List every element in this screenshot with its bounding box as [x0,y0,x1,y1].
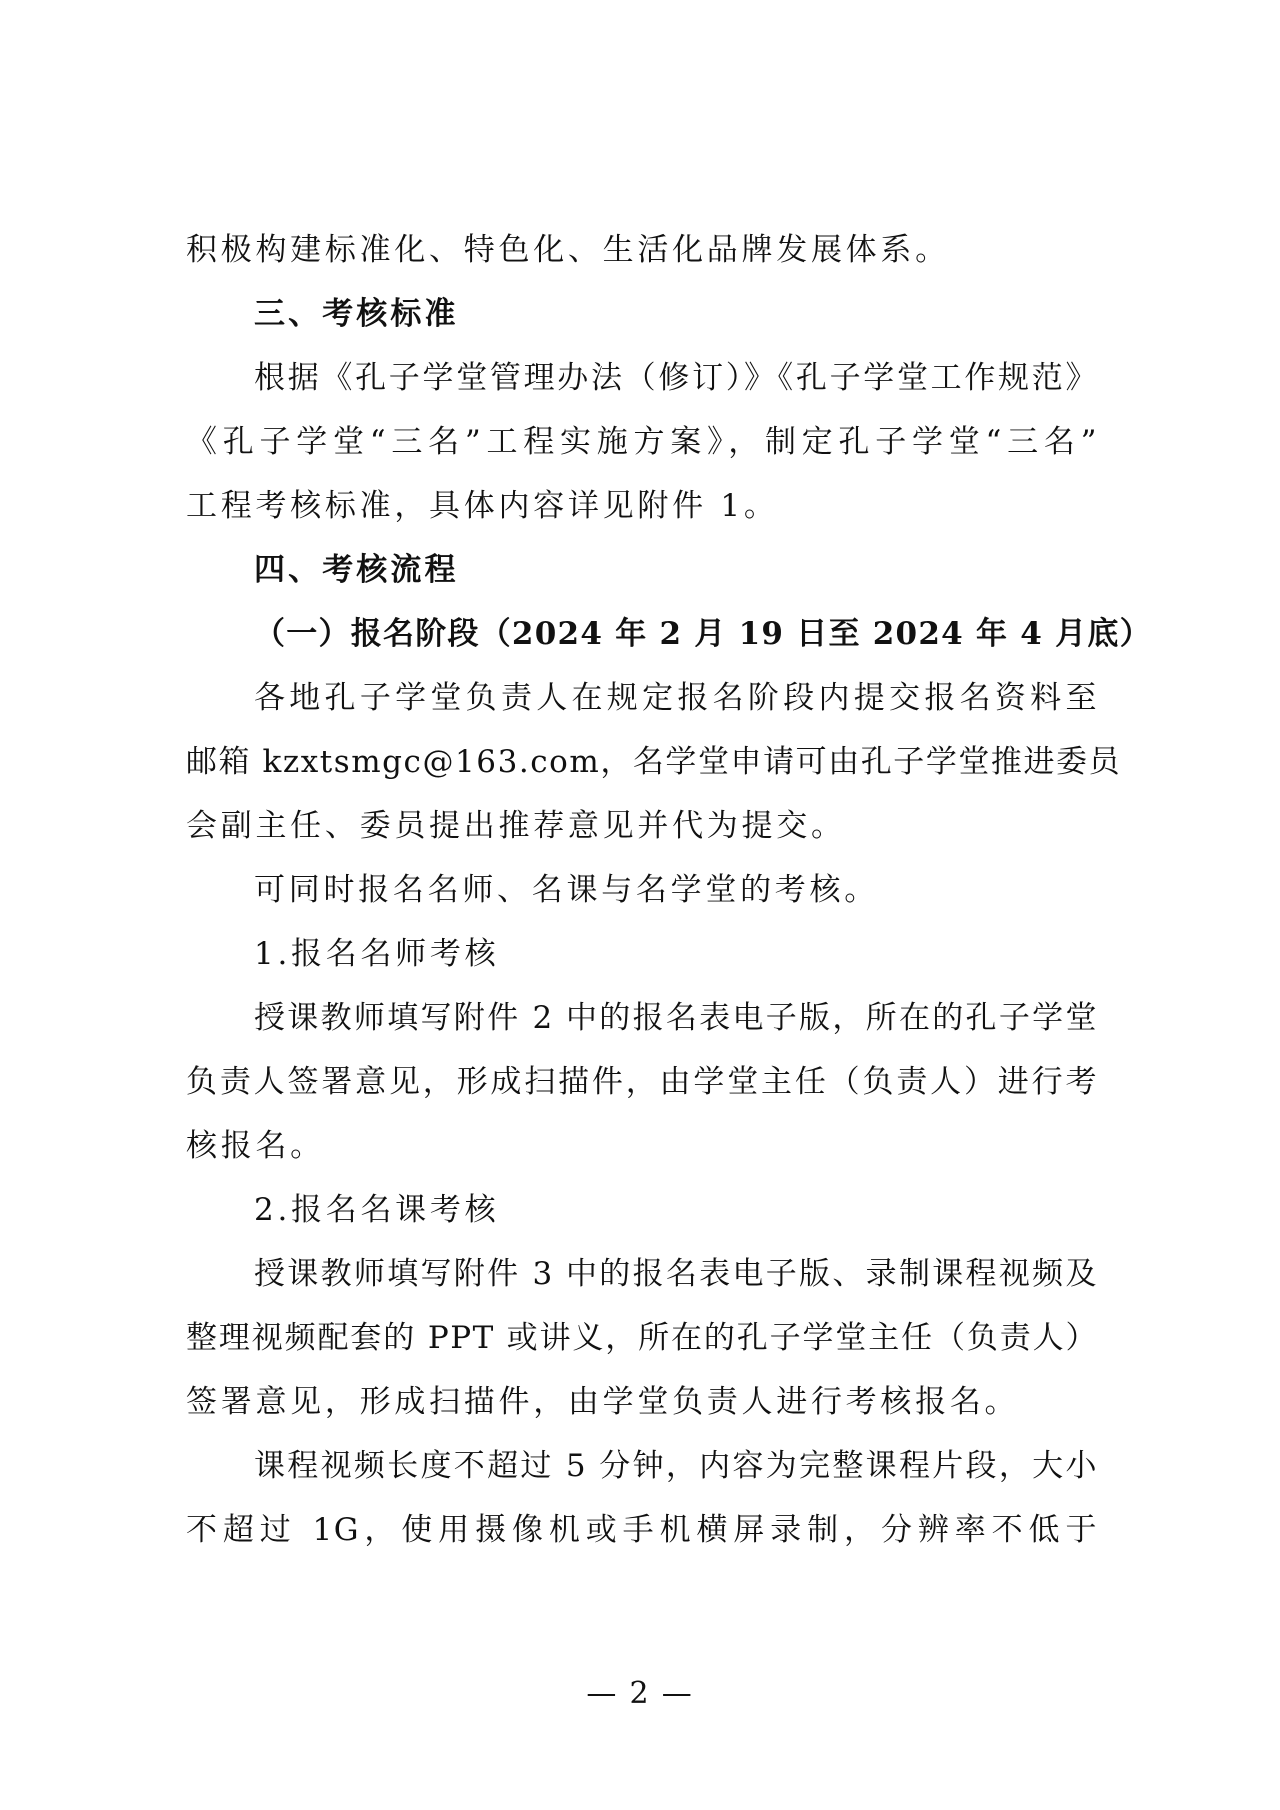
paragraph-line: 工程考核标准，具体内容详见附件 1。 [186,488,779,524]
paragraph-line: 课程视频长度不超过 5 分钟，内容为完整课程片段，大小 [254,1448,1098,1484]
page-number: — 2 — [586,1676,694,1711]
paragraph-line: 会副主任、委员提出推荐意见并代为提交。 [186,808,846,844]
body-text [186,218,1152,1562]
paragraph-line: 各地孔子学堂负责人在规定报名阶段内提交报名资料至 [254,680,1098,716]
subsection-heading-registration: （一）报名阶段（2024 年 2 月 19 日至 2024 年 4 月底） [254,616,1152,652]
paragraph-line: 核报名。 [186,1128,325,1164]
paragraph-line: 签署意见，形成扫描件，由学堂负责人进行考核报名。 [186,1384,1020,1420]
paragraph-line: 邮箱 kzxtsmgc@163.com，名学堂申请可由孔子学堂推进委员 [186,744,1122,780]
paragraph-line: 授课教师填写附件 2 中的报名表电子版，所在的孔子学堂 [254,1000,1098,1036]
paragraph-line: 负责人签署意见，形成扫描件，由学堂主任（负责人）进行考 [186,1064,1098,1100]
item-heading-course: 2.报名名课考核 [254,1192,500,1228]
section-heading-assessment-process: 四、考核流程 [254,552,459,588]
section-heading-assessment-standard: 三、考核标准 [254,296,459,332]
paragraph-line: 根据《孔子学堂管理办法（修订）》《孔子学堂工作规范》 [254,360,1098,396]
paragraph-line: 不超过 1G，使用摄像机或手机横屏录制，分辨率不低于 [186,1512,1098,1548]
paragraph-line: 整理视频配套的 PPT 或讲义，所在的孔子学堂主任（负责人） [186,1320,1098,1356]
paragraph-line: 可同时报名名师、名课与名学堂的考核。 [254,872,879,908]
paragraph-line: 《孔子学堂“三名”工程实施方案》，制定孔子学堂“三名” [186,424,1098,460]
paragraph-line: 授课教师填写附件 3 中的报名表电子版、录制课程视频及 [254,1256,1098,1292]
item-heading-teacher: 1.报名名师考核 [254,936,500,972]
paragraph-line: 积极构建标准化、特色化、生活化品牌发展体系。 [186,232,950,268]
